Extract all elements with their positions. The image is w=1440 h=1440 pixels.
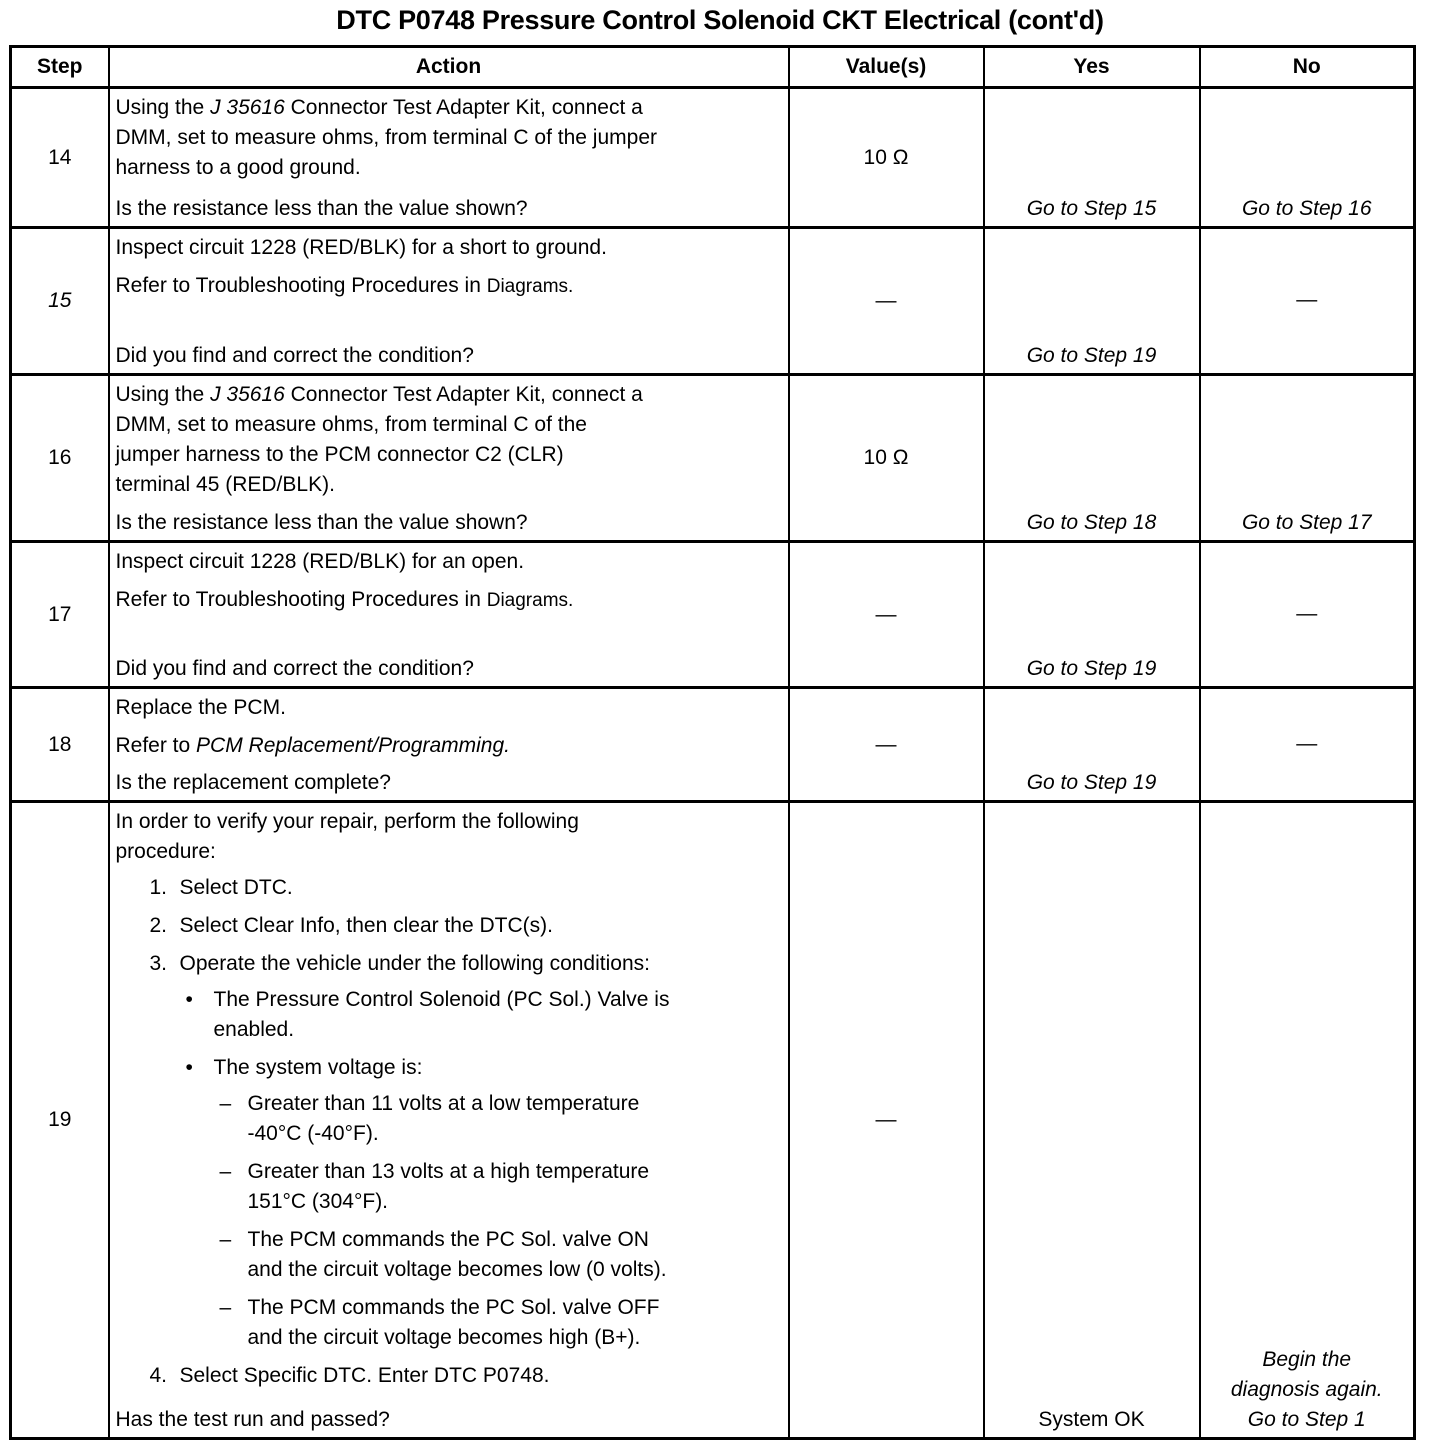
condition-list [180,985,782,1353]
voltage-item: – The PCM commands the PC Sol. valve OFF and the circuit voltage becomes high (B+). [220,1293,782,1353]
step-number: 19 [11,802,109,1439]
no-line: Go to Step 1 [1247,1408,1366,1431]
dtc-table [9,45,1416,1440]
yes-cell: Go to Step 15 [984,88,1200,228]
action-line: Replace the PCM. [115,696,286,719]
no-line: diagnosis again. [1230,1378,1383,1401]
procedure-step: 2. Select Clear Info, then clear the DTC(s). [149,914,553,937]
header-action: Action [109,47,789,88]
procedure-step: 1. Select DTC. [149,876,293,899]
procedure-step: 3. Operate the vehicle under the following conditions: • The Pressure Control Solenoid (PC Sol.) Valve is enabled. • The system voltage is: – Greater than 11 volts at a low temperature -40°C (-40°F). – Greater than 13 volts at a high temperature 151°C (304°F). – The PCM commands the PC Sol. valve ON and the circuit voltage becomes low (0 volts). – The PCM commands the PC Sol. valve OFF and the circuit voltage becomes high (B+). [150,949,782,1353]
value-cell: 10 Ω [789,88,984,228]
voltage-item: – The PCM commands the PC Sol. valve ON and the circuit voltage becomes low (0 volts). [220,1225,782,1285]
table-row-step-15 [11,228,1415,375]
action-cell [109,542,789,688]
doc-reference: Diagrams. [486,590,574,611]
value-cell: — [789,802,984,1439]
table-row-step-14 [11,88,1415,228]
action-question: Has the test run and passed? [115,1408,390,1431]
dash-icon: – [219,1228,232,1251]
no-cell [1200,802,1415,1439]
action-cell [109,88,789,228]
action-cell [109,375,789,542]
action-cell [109,688,789,802]
dash-icon: – [219,1160,232,1183]
yes-cell: Go to Step 18 [984,375,1200,542]
dash-icon: – [219,1092,232,1115]
header-no: No [1200,47,1415,88]
yes-cell: System OK [984,802,1200,1439]
action-line: Using the J 35616 Connector Test Adapter Kit, connect a [115,96,643,119]
tool-reference: J 35616 [210,96,285,119]
action-line: DMM, set to measure ohms, from terminal C of the [115,413,587,436]
no-cell: Go to Step 16 [1200,88,1415,228]
value-cell: — [789,688,984,802]
action-question: Is the resistance less than the value shown? [115,511,528,534]
dash-icon: – [219,1296,232,1319]
value-cell: — [789,542,984,688]
step-number: 17 [11,542,109,688]
page-title: DTC P0748 Pressure Control Solenoid CKT Electrical (cont'd) [336,5,1104,35]
action-line: procedure: [115,840,216,863]
no-cell: — [1200,542,1415,688]
no-cell: Go to Step 17 [1200,375,1415,542]
step-number: 15 [11,228,109,375]
doc-reference: PCM Replacement/Programming. [196,734,510,757]
step-number: 16 [11,375,109,542]
voltage-item: – Greater than 11 volts at a low temperature -40°C (-40°F). [220,1089,782,1149]
yes-cell: Go to Step 19 [984,228,1200,375]
header-yes: Yes [984,47,1200,88]
table-row-step-18 [11,688,1415,802]
voltage-item: – Greater than 13 volts at a high temperature 151°C (304°F). [220,1157,782,1217]
value-cell: 10 Ω [789,375,984,542]
bullet-icon: • [185,988,193,1011]
procedure-list [116,873,782,1391]
action-line: harness to a good ground. [115,156,361,179]
table-row-step-16 [11,375,1415,542]
header-step: Step [11,47,109,88]
action-question: Did you find and correct the condition? [115,344,474,367]
condition-item: • The Pressure Control Solenoid (PC Sol.) Valve is enabled. [186,985,782,1045]
procedure-step: 4. Select Specific DTC. Enter DTC P0748. [149,1364,550,1387]
tool-reference: J 35616 [210,383,285,406]
action-refer: Refer to PCM Replacement/Programming. [115,734,510,757]
value-cell: — [789,228,984,375]
table-header-row [11,47,1415,88]
header-values: Value(s) [789,47,984,88]
action-line: terminal 45 (RED/BLK). [115,473,335,496]
no-cell: — [1200,688,1415,802]
yes-cell: Go to Step 19 [984,688,1200,802]
step-number: 14 [11,88,109,228]
action-line: Using the J 35616 Connector Test Adapter Kit, connect a [115,383,643,406]
step-number: 18 [11,688,109,802]
yes-cell: Go to Step 19 [984,542,1200,688]
action-line: Inspect circuit 1228 (RED/BLK) for a short to ground. [115,236,607,259]
action-cell [109,802,789,1439]
doc-reference: Diagrams. [486,276,574,297]
action-line: jumper harness to the PCM connector C2 (CLR) [115,443,564,466]
action-line: Inspect circuit 1228 (RED/BLK) for an open. [115,550,525,573]
bullet-icon: • [185,1056,193,1079]
action-question: Did you find and correct the condition? [115,657,474,680]
action-cell [109,228,789,375]
action-refer: Refer to Troubleshooting Procedures in Diagrams. [115,588,574,611]
no-cell: — [1200,228,1415,375]
action-line: DMM, set to measure ohms, from terminal C of the jumper [115,126,657,149]
condition-item: • The system voltage is: – Greater than 11 volts at a low temperature -40°C (-40°F). – Greater than 13 volts at a high temperature 151°C (304°F). – The PCM commands the PC Sol. valve ON and the circuit voltage becomes low (0 volts). – The PCM commands the PC Sol. valve OFF and the circuit voltage becomes high (B+). [186,1053,782,1353]
no-line: Begin the [1262,1348,1352,1371]
action-refer: Refer to Troubleshooting Procedures in Diagrams. [115,274,574,297]
table-row-step-19 [11,802,1415,1439]
table-row-step-17 [11,542,1415,688]
action-line: In order to verify your repair, perform the following [115,810,579,833]
action-question: Is the replacement complete? [115,771,391,794]
action-question: Is the resistance less than the value shown? [115,197,528,220]
voltage-list [214,1089,782,1353]
